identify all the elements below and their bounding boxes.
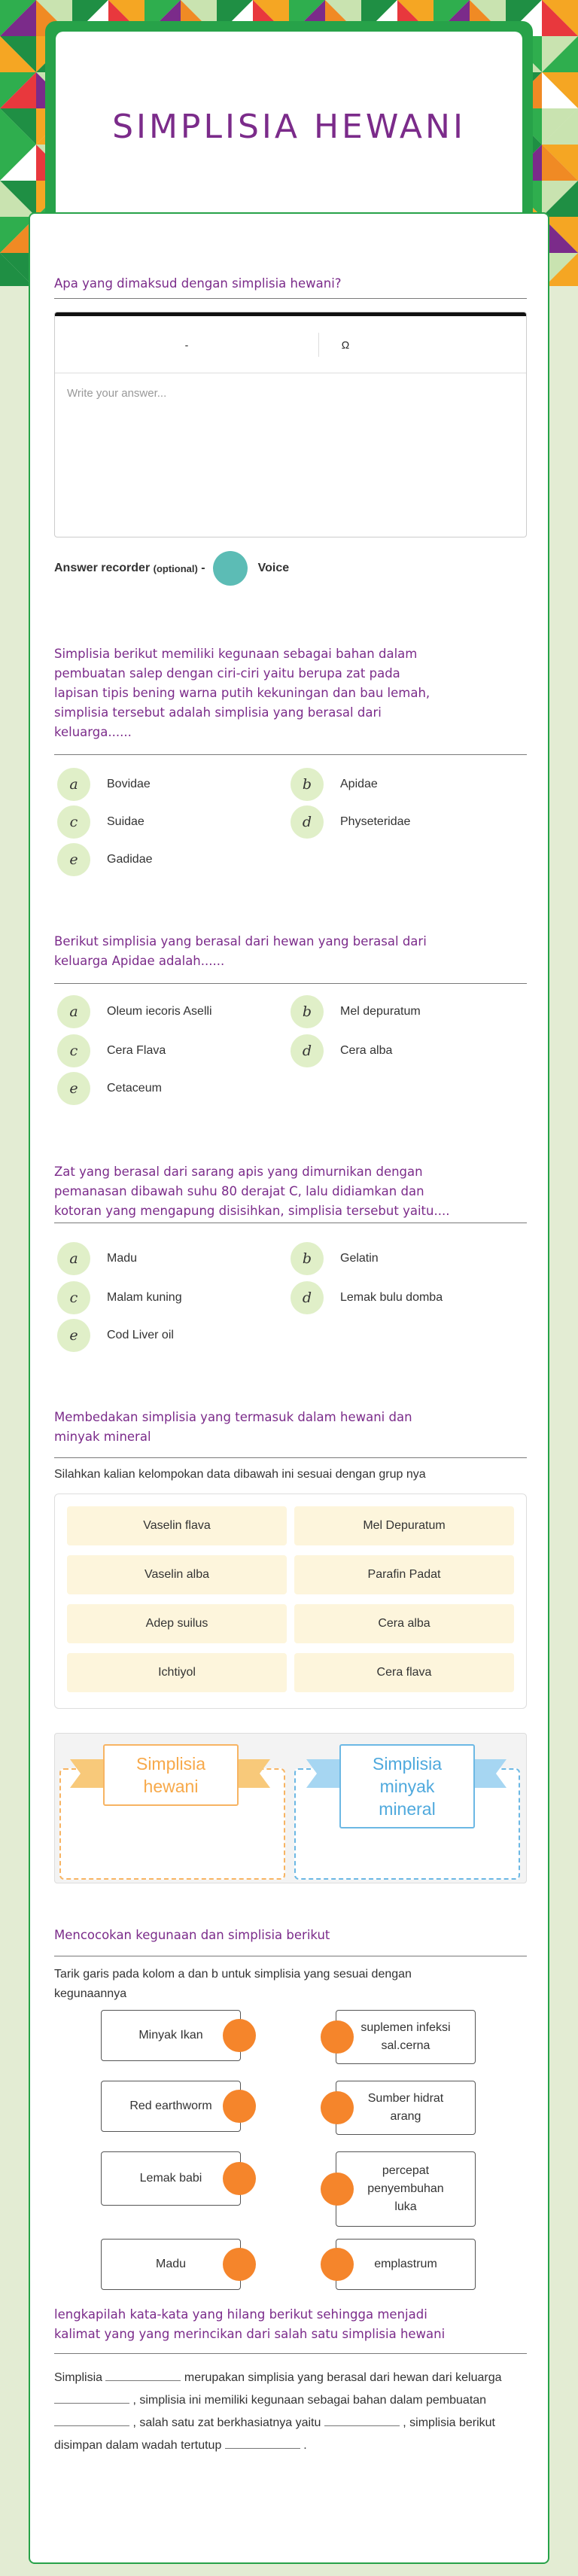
recorder-optional: (optional): [153, 562, 198, 574]
option-label: Apidae: [340, 778, 378, 790]
option-label: Lemak bulu domba: [340, 1291, 443, 1304]
match-right-line: percepat: [382, 2164, 430, 2177]
paragraph-text: .: [303, 2439, 307, 2452]
paragraph-text: , salah satu zat berkhasiatnya yaitu: [132, 2416, 321, 2429]
option-label: Oleum iecoris Aselli: [107, 1005, 212, 1018]
option-letter: e: [57, 843, 90, 876]
match-left-item[interactable]: Madu: [101, 2239, 241, 2290]
q4-option-d[interactable]: [291, 1281, 443, 1314]
question-7-title: [54, 2305, 445, 2344]
option-letter: d: [291, 805, 324, 839]
option-letter: e: [57, 1072, 90, 1105]
q2-option-b[interactable]: [291, 768, 378, 801]
option-label: Cera Flava: [107, 1044, 166, 1057]
question-3-title: [54, 932, 427, 971]
paragraph-text: merupakan simplisia yang berasal dari hewan dari keluarga: [184, 2371, 502, 2384]
question-2-line: simplisia tersebut adalah simplisia yang berasal dari: [54, 705, 382, 720]
option-letter: c: [57, 805, 90, 839]
question-2-line: Simplisia berikut memiliki kegunaan sebagai bahan dalam: [54, 647, 418, 661]
question-2-line: keluarga......: [54, 725, 132, 739]
question-7-line: kalimat yang yang merincikan dari salah satu simplisia hewani: [54, 2327, 446, 2341]
option-letter: d: [291, 1281, 324, 1314]
q3-option-d[interactable]: [291, 1034, 392, 1067]
option-label: Gadidae: [107, 853, 153, 866]
blank-input[interactable]: [225, 2435, 300, 2449]
question-7-divider: [54, 2353, 527, 2354]
option-label: Cod Liver oil: [107, 1329, 174, 1341]
question-3-divider: [54, 983, 527, 984]
q3-option-b[interactable]: [291, 995, 421, 1028]
record-voice-button[interactable]: [213, 551, 248, 586]
question-6-title: Mencocokan kegunaan dan simplisia berikut: [54, 1928, 330, 1942]
match-right-item[interactable]: [336, 2151, 476, 2227]
question-7-line: lengkapilah kata-kata yang hilang berikut sehingga menjadi: [54, 2307, 427, 2322]
question-1-divider: [54, 298, 527, 299]
match-right-line: luka: [394, 2200, 417, 2213]
match-left-item[interactable]: Minyak Ikan: [101, 2010, 241, 2061]
option-letter: b: [291, 1242, 324, 1275]
option-letter: a: [57, 768, 90, 801]
paragraph-text: , simplisia berikut disimpan dalam wadah tertutup: [54, 2416, 495, 2452]
question-2-divider: [54, 754, 527, 755]
voice-label: Voice: [257, 562, 290, 574]
category-label-line: Simplisia: [372, 1754, 443, 1774]
category-label-line: mineral: [379, 1799, 436, 1819]
category-label-line: hewani: [143, 1777, 199, 1796]
worksheet-card: [29, 212, 549, 2564]
option-label: Malam kuning: [107, 1291, 182, 1304]
match-left-connector[interactable]: [223, 2019, 256, 2052]
recorder-label: Answer recorder: [54, 562, 151, 574]
option-label: Cetaceum: [107, 1082, 162, 1095]
draggable-item[interactable]: Vaselin flava: [67, 1506, 287, 1545]
recorder-separator: -: [201, 562, 205, 574]
q4-option-c[interactable]: [57, 1281, 182, 1314]
question-4-title: [54, 1162, 449, 1221]
q4-option-e[interactable]: [57, 1319, 174, 1352]
category-drop-area: [54, 1733, 527, 1883]
question-2-line: lapisan tipis bening warna putih kekuningan dan bau lemah,: [54, 686, 430, 700]
draggable-item[interactable]: Parafin Padat: [294, 1555, 514, 1594]
question-3-line: Berikut simplisia yang berasal dari hewan yang berasal dari: [54, 934, 427, 948]
option-letter: b: [291, 995, 324, 1028]
question-4-line: pemanasan dibawah suhu 80 derajat C, lalu didiamkan dan: [54, 1184, 424, 1198]
format-dropdown[interactable]: -: [184, 338, 189, 351]
blank-input[interactable]: [54, 2413, 129, 2426]
ribbon-tail-right: [473, 1759, 507, 1788]
instruction-line: kegunaannya: [54, 1987, 127, 2000]
q3-option-e[interactable]: [57, 1072, 162, 1105]
question-4-line: kotoran yang mengapung disisihkan, simplisia tersebut yaitu....: [54, 1204, 450, 1218]
match-right-connector[interactable]: [321, 2020, 354, 2054]
option-letter: c: [57, 1034, 90, 1067]
option-letter: a: [57, 995, 90, 1028]
blank-input[interactable]: [324, 2413, 400, 2426]
answer-editor[interactable]: [54, 312, 527, 537]
question-1-title: Apa yang dimaksud dengan simplisia hewani?: [54, 276, 342, 291]
title-panel: [56, 32, 522, 221]
question-2-title: [54, 644, 430, 742]
q3-option-a[interactable]: [57, 995, 212, 1028]
q2-option-e[interactable]: [57, 843, 153, 876]
question-5-line: Membedakan simplisia yang termasuk dalam hewani dan: [54, 1410, 412, 1424]
page-title: SIMPLISIA HEWANI: [112, 107, 466, 146]
blank-input[interactable]: [105, 2367, 181, 2381]
option-label: Suidae: [107, 815, 144, 828]
blank-input[interactable]: [54, 2390, 129, 2404]
match-right-connector[interactable]: [321, 2248, 354, 2281]
question-2-line: pembuatan salep dengan ciri-ciri yaitu berupa zat pada: [54, 666, 400, 681]
question-6-instruction: [54, 1965, 412, 2004]
answer-recorder: [54, 551, 289, 586]
match-right-line: suplemen infeksi: [360, 2021, 451, 2034]
category-label-line: Simplisia: [135, 1754, 206, 1774]
option-letter: a: [57, 1242, 90, 1275]
option-letter: b: [291, 768, 324, 801]
match-right-connector[interactable]: [321, 2091, 354, 2124]
fill-in-paragraph: [54, 2367, 527, 2457]
option-label: Physeteridae: [340, 815, 411, 828]
match-right-item[interactable]: [336, 2010, 476, 2064]
option-label: Madu: [107, 1252, 138, 1265]
draggable-item[interactable]: Adep suilus: [67, 1604, 287, 1643]
question-4-line: Zat yang berasal dari sarang apis yang dimurnikan dengan: [54, 1165, 423, 1179]
match-left-item[interactable]: Red earthworm: [101, 2081, 241, 2132]
category-label-hewani: [103, 1744, 239, 1806]
q2-option-a[interactable]: [57, 768, 151, 801]
draggable-item[interactable]: Cera alba: [294, 1604, 514, 1643]
paragraph-text: , simplisia ini memiliki kegunaan sebagai bahan dalam pembuatan: [132, 2394, 487, 2407]
q3-option-c[interactable]: [57, 1034, 166, 1067]
category-label-minyak-mineral: [339, 1744, 475, 1828]
q2-option-d[interactable]: [291, 805, 410, 839]
match-right-line: emplastrum: [374, 2258, 437, 2270]
match-left-item[interactable]: Lemak babi: [101, 2151, 241, 2206]
q4-option-a[interactable]: [57, 1242, 137, 1275]
match-right-line: Sumber hidrat: [367, 2092, 444, 2105]
answer-placeholder[interactable]: Write your answer...: [67, 387, 167, 400]
question-5-title: [54, 1408, 412, 1447]
ribbon-tail-left: [306, 1759, 339, 1788]
category-label-line: minyak: [379, 1777, 435, 1796]
match-left-connector[interactable]: [223, 2090, 256, 2123]
question-5-line: minyak mineral: [54, 1430, 151, 1444]
sortable-items-box: [54, 1494, 527, 1709]
match-left-connector[interactable]: [223, 2162, 256, 2195]
option-letter: c: [57, 1281, 90, 1314]
instruction-line: Tarik garis pada kolom a dan b untuk simplisia yang sesuai dengan: [54, 1968, 412, 1981]
match-right-item[interactable]: [336, 2081, 476, 2135]
option-label: Mel depuratum: [340, 1005, 421, 1018]
question-5-instruction: Silahkan kalian kelompokan data dibawah ini sesuai dengan grup nya: [54, 1468, 426, 1481]
option-label: Bovidae: [107, 778, 151, 790]
ribbon-tail-left: [70, 1759, 103, 1788]
title-frame: [45, 21, 533, 232]
draggable-item[interactable]: Cera flava: [294, 1653, 514, 1692]
special-characters-button[interactable]: Ω: [341, 338, 350, 351]
question-5-divider: [54, 1457, 527, 1458]
match-right-line: sal.cerna: [381, 2039, 430, 2052]
option-label: Cera alba: [340, 1044, 393, 1057]
draggable-item[interactable]: Mel Depuratum: [294, 1506, 514, 1545]
match-right-line: arang: [390, 2110, 421, 2123]
match-right-item[interactable]: [336, 2239, 476, 2290]
option-letter: e: [57, 1319, 90, 1352]
q4-option-b[interactable]: [291, 1242, 379, 1275]
draggable-item[interactable]: Vaselin alba: [67, 1555, 287, 1594]
q2-option-c[interactable]: [57, 805, 144, 839]
match-right-connector[interactable]: [321, 2173, 354, 2206]
draggable-item[interactable]: Ichtiyol: [67, 1653, 287, 1692]
option-letter: d: [291, 1034, 324, 1067]
ribbon-tail-right: [237, 1759, 270, 1788]
match-left-connector[interactable]: [223, 2248, 256, 2281]
editor-toolbar: [55, 316, 526, 373]
match-right-line: penyembuhan: [367, 2182, 444, 2195]
question-3-line: keluarga Apidae adalah......: [54, 954, 225, 968]
option-label: Gelatin: [340, 1252, 379, 1265]
paragraph-text: Simplisia: [54, 2371, 103, 2384]
